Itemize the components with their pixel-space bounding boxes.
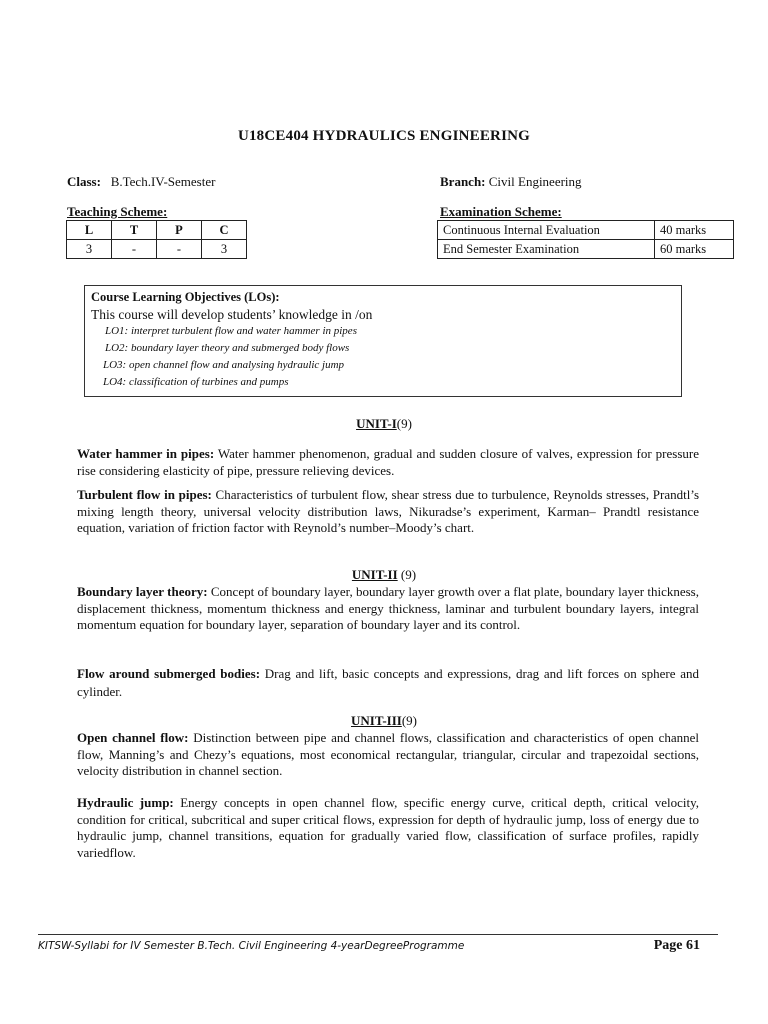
teaching-scheme-table xyxy=(66,220,247,259)
unit-hours: (9) xyxy=(396,416,412,431)
topic-text: Water hammer phenomenon, gradual and sudden closure of valves, expression for pressure rise considering elasticity of pipe, pressure relieving devices. xyxy=(77,446,699,478)
lo-item: LO3: open channel flow and analysing hydraulic jump xyxy=(103,359,345,371)
exam-row xyxy=(438,221,734,240)
ts-header-c: C xyxy=(202,221,247,240)
teaching-scheme-header-row xyxy=(67,221,247,240)
teaching-scheme-value-row xyxy=(67,240,247,259)
exam-marks: 60 marks xyxy=(655,240,734,259)
unit-title: UNIT-I xyxy=(356,416,397,431)
ts-value-p: - xyxy=(157,240,202,259)
topic-heading: Boundary layer theory: xyxy=(77,584,208,599)
ts-value-t: - xyxy=(112,240,157,259)
topic-text: Characteristics of turbulent flow, shear stress due to turbulence, Reynolds stresses, Prandtl’s mixing length theory, universal velocity distribution laws, Nikuradse’s experiment, Karman– Prandtl resistance equation, variation of friction factor with Reynold’s number–Moody’s chart. xyxy=(77,487,700,535)
lo-item: LO1: interpret turbulent flow and water hammer in pipes xyxy=(105,325,357,337)
topic-paragraph xyxy=(77,487,699,537)
topic-paragraph xyxy=(77,730,699,780)
topic-paragraph xyxy=(77,795,699,861)
topic-heading: Water hammer in pipes: xyxy=(77,446,215,461)
teaching-scheme-heading: Teaching Scheme: xyxy=(67,204,168,219)
branch-label: Branch: xyxy=(440,174,486,189)
class-label: Class: xyxy=(67,174,101,189)
lo-item: LO2: boundary layer theory and submerged body flows xyxy=(105,342,350,354)
ts-header-p: P xyxy=(157,221,202,240)
topic-text: Drag and lift, basic concepts and expressions, drag and lift forces on sphere and cylinder. xyxy=(77,666,699,699)
branch-value: Civil Engineering xyxy=(488,174,582,189)
topic-paragraph xyxy=(77,446,699,479)
topic-heading: Open channel flow: xyxy=(77,730,189,745)
exam-scheme-heading: Examination Scheme: xyxy=(440,204,562,219)
los-intro: This course will develop students’ knowledge in /on xyxy=(91,307,373,322)
ts-header-t: T xyxy=(112,221,157,240)
unit-title: UNIT-III xyxy=(351,713,402,728)
unit-heading xyxy=(0,567,768,583)
unit-hours: (9) xyxy=(397,567,417,582)
unit-heading xyxy=(0,416,768,432)
footer-rule xyxy=(38,934,718,935)
ts-value-l: 3 xyxy=(67,240,112,259)
footer-text: KITSW-Syllabi for IV Semester B.Tech. Civil Engineering 4-yearDegreeProgramme xyxy=(38,940,465,952)
topic-text: Energy concepts in open channel flow, specific energy curve, critical depth, critical velocity, condition for critical, subcritical and super critical flows, expression for depth of hydraulic jump, loss of energy due to hydraulic jump, channel transitions, equation for gradually varied flow, classification of surface profiles, rapidly variedflow. xyxy=(77,795,699,860)
ts-header-l: L xyxy=(67,221,112,240)
class-value: B.Tech.IV-Semester xyxy=(110,174,216,189)
topic-paragraph xyxy=(77,584,699,634)
lo-item: LO4: classification of turbines and pumps xyxy=(103,376,289,388)
exam-marks: 40 marks xyxy=(655,221,734,240)
ts-value-c: 3 xyxy=(202,240,247,259)
exam-name: End Semester Examination xyxy=(438,240,655,259)
unit-heading xyxy=(0,713,768,729)
exam-row xyxy=(438,240,734,259)
topic-heading: Flow around submerged bodies: xyxy=(77,666,261,681)
branch-line xyxy=(440,174,582,190)
topic-text: Distinction between pipe and channel flows, classification and characteristics of open channel flow, Manning’s and Chezy’s equations, most economical rectangular, triangular, circular and trapezoidal sections, velocity distribution in channel section. xyxy=(77,730,699,778)
learning-objectives-box xyxy=(84,285,682,397)
class-line xyxy=(67,174,215,190)
topic-paragraph xyxy=(77,665,699,701)
unit-hours: (9) xyxy=(401,713,417,728)
course-title: U18CE404 HYDRAULICS ENGINEERING xyxy=(237,128,531,144)
los-heading: Course Learning Objectives (LOs): xyxy=(91,290,280,304)
topic-heading: Hydraulic jump: xyxy=(77,795,174,810)
unit-title: UNIT-II xyxy=(351,567,398,582)
exam-scheme-table xyxy=(437,220,734,259)
exam-name: Continuous Internal Evaluation xyxy=(438,221,655,240)
topic-heading: Turbulent flow in pipes: xyxy=(77,487,212,502)
page-number: Page 61 xyxy=(653,938,700,953)
topic-text: Concept of boundary layer, boundary layer growth over a flat plate, boundary layer thickness, displacement thickness, momentum thickness and energy thickness, laminar and turbulent boundary layers, integral momentum equation for boundary layer, separation of boundary layer and its control. xyxy=(77,584,699,632)
